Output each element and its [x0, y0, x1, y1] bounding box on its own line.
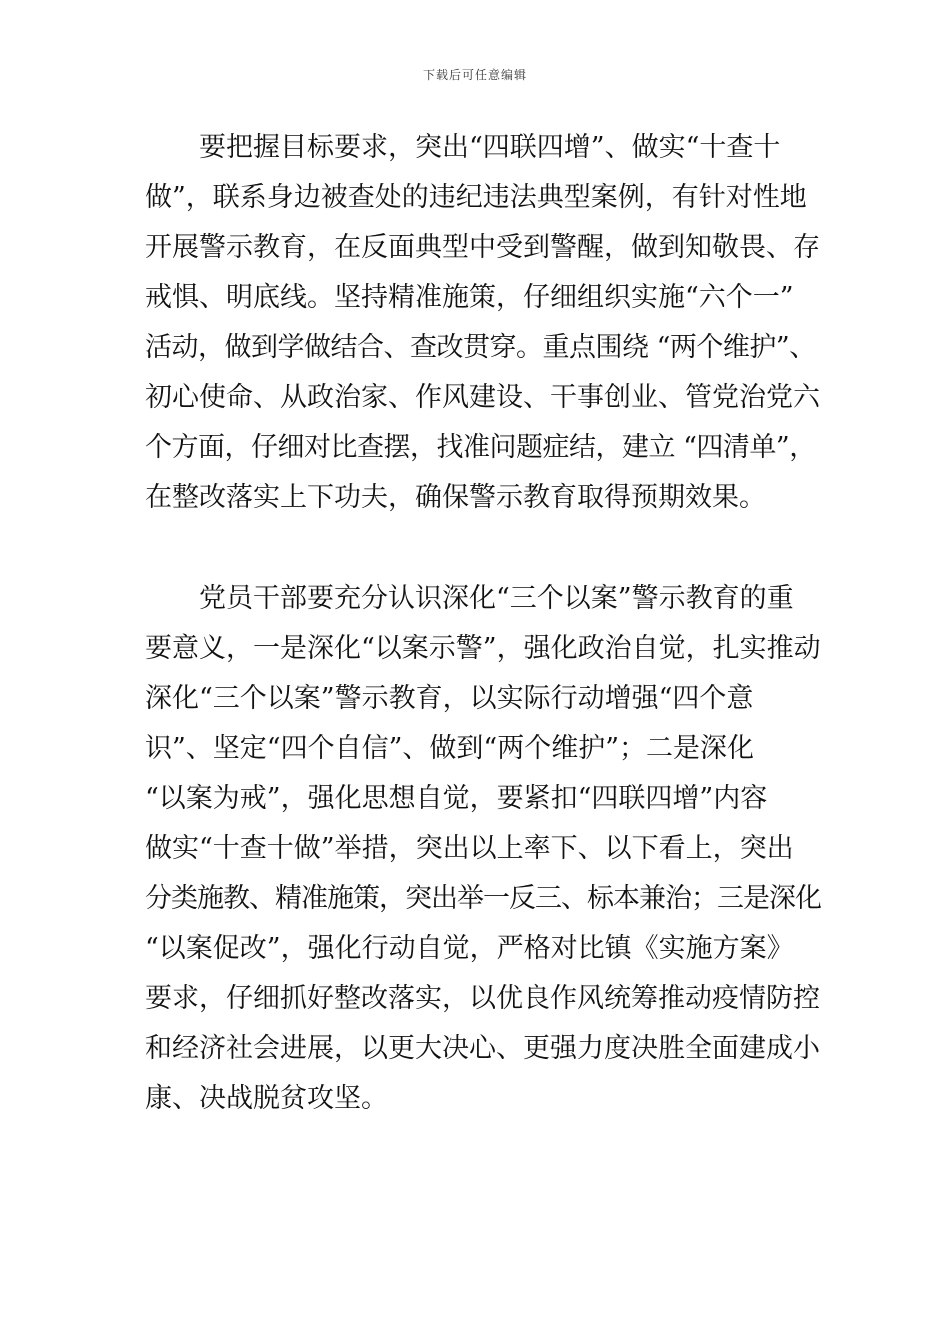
paragraph-line: 戒惧、明底线。坚持精准施策，仔细组织实施“六个一” [145, 282, 794, 313]
paragraph-line: 康、决战脱贫攻坚。 [145, 1083, 388, 1114]
paragraph-line: 开展警示教育，在反面典型中受到警醒，做到知敬畏、存 [145, 232, 820, 263]
paragraph-line: 党员干部要充分认识深化“三个以案”警示教育的重 [199, 583, 794, 614]
paragraph-line: 在整改落实上下功夫，确保警示教育取得预期效果。 [145, 482, 766, 513]
paragraph-line: “以案促改”，强化行动自觉，严格对比镇《实施方案》 [145, 933, 794, 964]
paragraph-line: 深化“三个以案”警示教育，以实际行动增强“四个意 [145, 683, 754, 714]
paragraph-line: 要求，仔细抓好整改落实，以优良作风统筹推动疫情防控 [145, 983, 820, 1014]
page-header: 下载后可任意编辑 [422, 68, 527, 82]
paragraph-line: 初心使命、从政治家、作风建设、干事创业、管党治党六 [145, 382, 820, 413]
paragraph-line: 个方面，仔细对比查摆，找准问题症结，建立 “四清单”， [145, 432, 816, 463]
paragraph-line: 要意义，一是深化“以案示警”，强化政治自觉，扎实推动 [145, 633, 821, 664]
paragraph-line: 做”，联系身边被查处的违纪违法典型案例，有针对性地 [145, 182, 807, 213]
paragraph-line: 要把握目标要求，突出“四联四增”、做实“十查十 [199, 132, 781, 163]
paragraph-2 [145, 574, 820, 1124]
paragraph-line: “以案为戒”，强化思想自觉，要紧扣“四联四增”内容 [145, 783, 768, 814]
paragraph-line: 做实“十查十做”举措，突出以上率下、以下看上，突出 [145, 833, 794, 864]
paragraph-line: 活动，做到学做结合、查改贯穿。重点围绕 “两个维护”、 [145, 332, 816, 363]
paragraph-line: 分类施教、精准施策，突出举一反三、标本兼治；三是深化 [145, 883, 821, 914]
paragraph-1 [145, 123, 820, 523]
paragraph-line: 识”、坚定“四个自信”、做到“两个维护”；二是深化 [145, 733, 755, 764]
paragraph-line: 和经济社会进展，以更大决心、更强力度决胜全面建成小 [145, 1033, 820, 1064]
